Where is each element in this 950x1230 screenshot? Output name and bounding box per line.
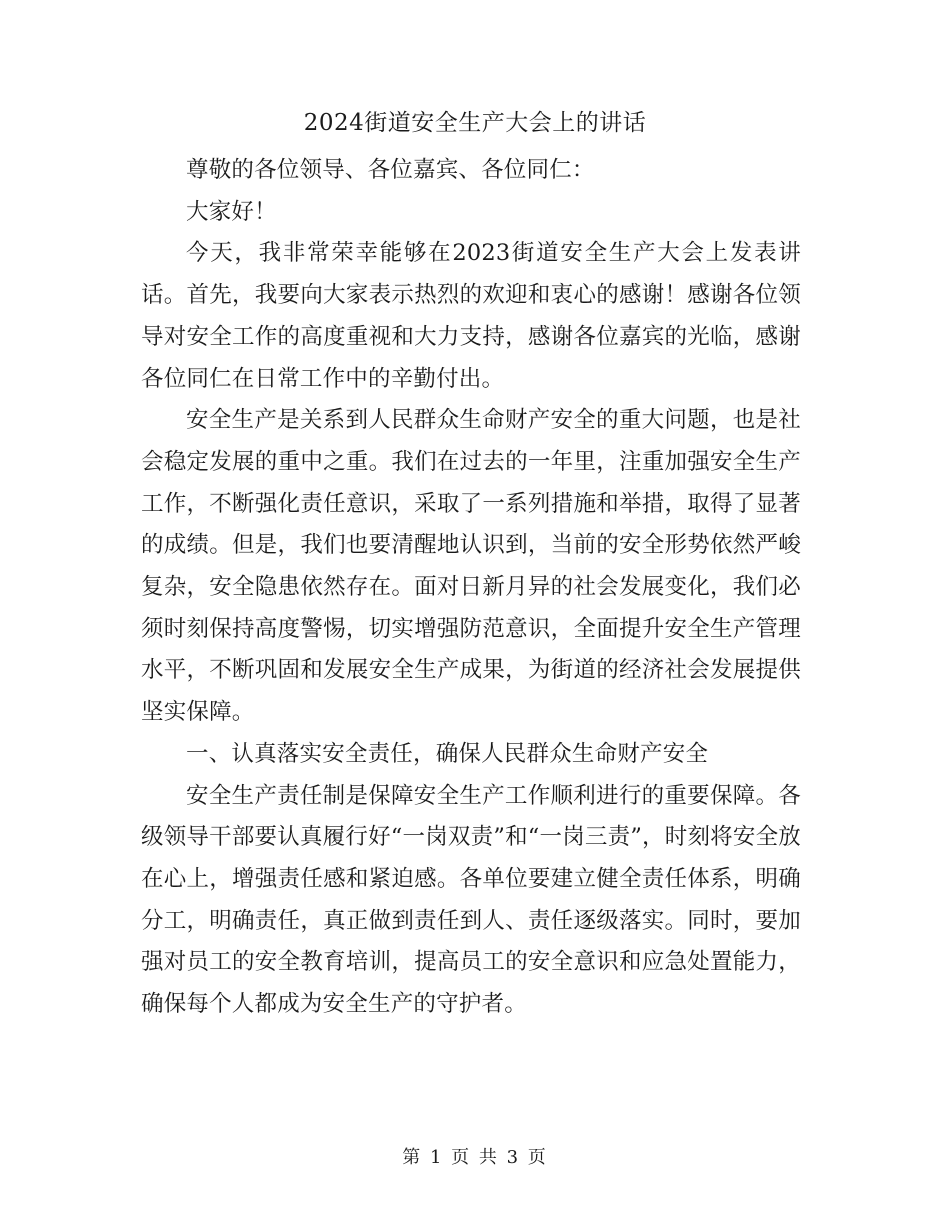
document-body bbox=[141, 150, 801, 1026]
page-number-footer: 第 1 页 共 3 页 bbox=[402, 1147, 548, 1168]
salutation: 尊敬的各位领导、各位嘉宾、各位同仁： bbox=[186, 157, 595, 183]
greeting: 大家好！ bbox=[186, 198, 277, 225]
body-paragraph: 安全生产责任制是保障安全生产工作顺利进行的重要保障。各级领导干部要认真履行好“一岗双责”和“一岗三责”，时刻将安全放在心上，增强责任感和紧迫感。各单位要建立健全责任体系，明确分工，明确责任，真正做到责任到人、责任逐级落实。同时，要加强对员工的安全教育培训，提高员工的安全意识和应急处置能力，确保每个人都成为安全生产的守护者。 bbox=[141, 782, 801, 1018]
body-paragraph: 今天，我非常荣幸能够在2023街道安全生产大会上发表讲话。首先，我要向大家表示热烈的欢迎和衷心的感谢！感谢各位领导对安全工作的高度重视和大力支持，感谢各位嘉宾的光临，感谢各位同仁在日常工作中的辛勤付出。 bbox=[141, 240, 801, 392]
section-heading: 一、认真落实安全责任，确保人民群众生命财产安全 bbox=[186, 740, 709, 767]
document-title: 2024街道安全生产大会上的讲话 bbox=[303, 110, 647, 136]
body-paragraph: 安全生产是关系到人民群众生命财产安全的重大问题，也是社会稳定发展的重中之重。我们在过去的一年里，注重加强安全生产工作，不断强化责任意识，采取了一系列措施和举措，取得了显著的成绩。但是，我们也要清醒地认识到，当前的安全形势依然严峻复杂，安全隐患依然存在。面对日新月异的社会发展变化，我们必须时刻保持高度警惕，切实增强防范意识，全面提升安全生产管理水平，不断巩固和发展安全生产成果，为街道的经济社会发展提供坚实保障。 bbox=[141, 407, 801, 726]
